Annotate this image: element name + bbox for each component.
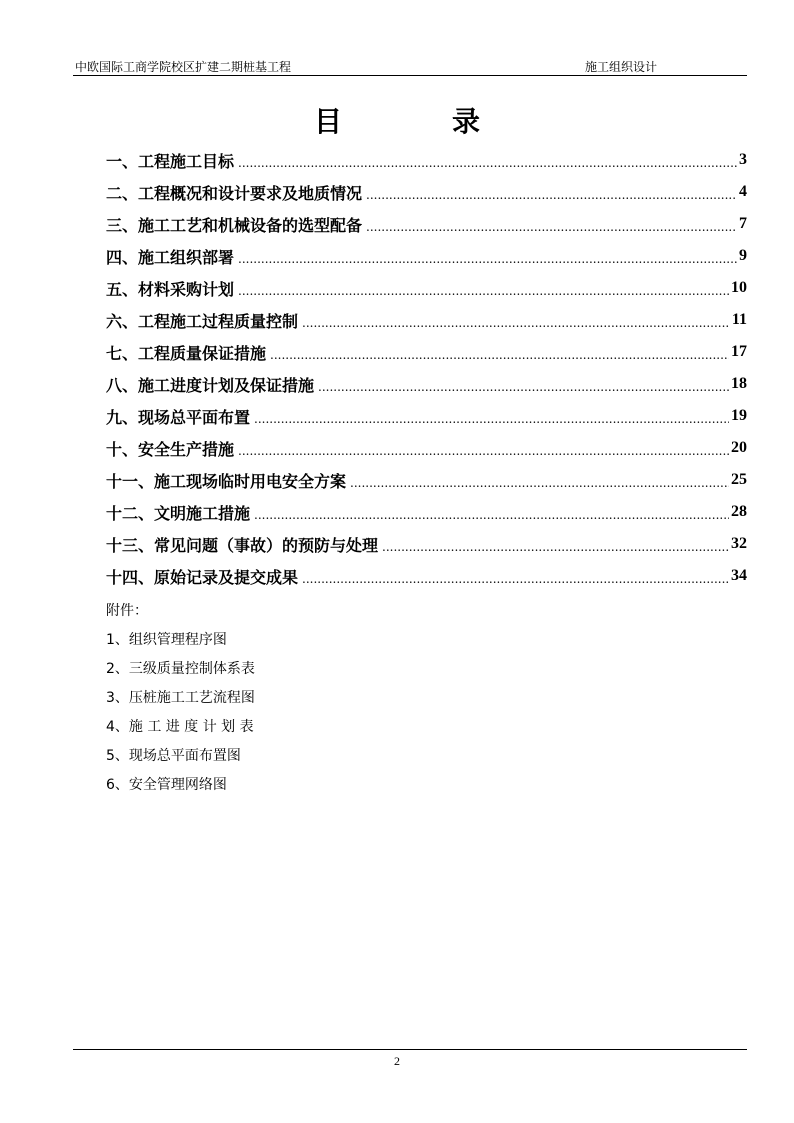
toc-leader [318, 380, 729, 394]
toc-entry[interactable] [106, 400, 747, 432]
toc-entry[interactable] [106, 144, 747, 176]
toc-title-char-2: 录 [452, 105, 481, 138]
toc-leader [350, 476, 729, 490]
toc-entry-page: 25 [731, 471, 747, 488]
header-document-type: 施工组织设计 [585, 60, 658, 74]
toc-leader [238, 284, 729, 298]
toc-entry[interactable] [106, 304, 747, 336]
toc-entry-label: 八、施工进度计划及保证措施 [106, 375, 315, 395]
toc-entry-label: 七、工程质量保证措施 [106, 343, 267, 363]
attachment-item: 1、组织管理程序图 [106, 632, 227, 648]
toc-entry[interactable] [106, 432, 747, 464]
toc-entry-label: 十、安全生产措施 [106, 439, 235, 459]
header-project-name: 中欧国际工商学院校区扩建二期桩基工程 [75, 60, 292, 74]
toc-entry-label: 十三、常见问题（事故）的预防与处理 [106, 535, 379, 555]
toc-entry[interactable] [106, 496, 747, 528]
toc-entry-label: 六、工程施工过程质量控制 [106, 311, 299, 331]
toc-leader [238, 252, 737, 266]
toc-entry-label: 九、现场总平面布置 [106, 407, 251, 427]
toc-entry[interactable] [106, 336, 747, 368]
page-header [73, 56, 747, 76]
attachment-item: 5、现场总平面布置图 [106, 748, 241, 764]
toc-entry[interactable] [106, 560, 747, 592]
table-of-contents [106, 144, 747, 592]
attachment-item: 2、三级质量控制体系表 [106, 661, 255, 677]
toc-entry[interactable] [106, 208, 747, 240]
attachment-item: 6、安全管理网络图 [106, 777, 227, 793]
toc-leader [254, 508, 729, 522]
toc-entry[interactable] [106, 240, 747, 272]
toc-entry[interactable] [106, 464, 747, 496]
footer-divider [73, 1049, 747, 1050]
attachments-heading: 附件： [106, 603, 148, 619]
toc-leader [302, 572, 729, 586]
toc-entry-page: 32 [731, 535, 747, 552]
toc-entry-page: 20 [731, 439, 747, 456]
toc-leader [254, 412, 729, 426]
toc-leader [366, 220, 737, 234]
toc-title [0, 100, 794, 140]
toc-entry[interactable] [106, 528, 747, 560]
toc-entry-label: 三、施工工艺和机械设备的选型配备 [106, 215, 363, 235]
attachment-item: 4、施 工 进 度 计 划 表 [106, 719, 254, 735]
toc-entry-page: 18 [731, 375, 747, 392]
toc-leader [238, 156, 737, 170]
toc-title-char-1: 目 [313, 105, 342, 138]
toc-leader [382, 540, 729, 554]
toc-entry-label: 五、材料采购计划 [106, 279, 235, 299]
toc-entry-label: 二、工程概况和设计要求及地质情况 [106, 183, 363, 203]
toc-entry-page: 7 [739, 215, 747, 232]
toc-entry-page: 9 [739, 247, 747, 264]
toc-entry-page: 17 [731, 343, 747, 360]
toc-entry[interactable] [106, 272, 747, 304]
page-number: 2 [394, 1054, 400, 1068]
toc-entry-page: 3 [739, 151, 747, 168]
toc-entry-page: 34 [731, 567, 747, 584]
toc-entry-label: 十四、原始记录及提交成果 [106, 567, 299, 587]
toc-leader [366, 188, 737, 202]
attachments-list [106, 600, 255, 803]
toc-entry-page: 4 [739, 183, 747, 200]
toc-entry-page: 11 [731, 311, 747, 328]
toc-leader [302, 316, 730, 330]
toc-leader [270, 348, 729, 362]
toc-entry-label: 四、施工组织部署 [106, 247, 235, 267]
toc-entry[interactable] [106, 368, 747, 400]
toc-entry-page: 19 [731, 407, 747, 424]
toc-leader [238, 444, 729, 458]
toc-entry-page: 10 [731, 279, 747, 296]
toc-entry[interactable] [106, 176, 747, 208]
attachment-item: 3、压桩施工工艺流程图 [106, 690, 255, 706]
toc-entry-label: 十一、施工现场临时用电安全方案 [106, 471, 347, 491]
toc-entry-label: 一、工程施工目标 [106, 151, 235, 171]
toc-entry-label: 十二、文明施工措施 [106, 503, 251, 523]
toc-entry-page: 28 [731, 503, 747, 520]
